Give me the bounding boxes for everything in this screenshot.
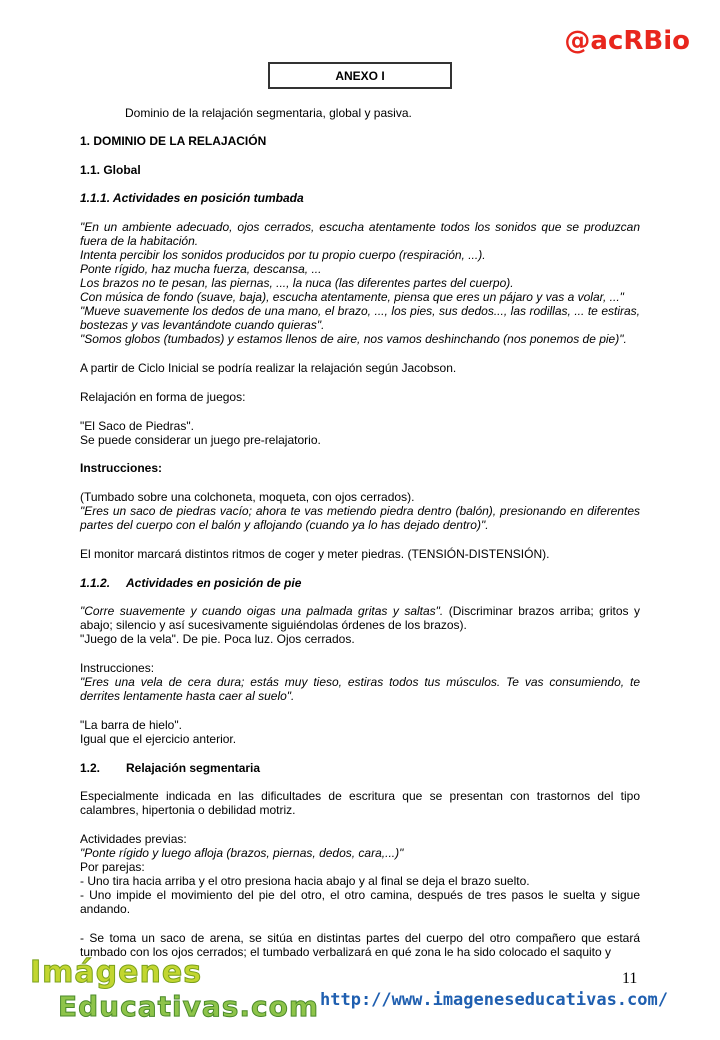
pareja-item-1: - Uno tira hacia arriba y el otro presiona hacia abajo y al final se deja el brazo suelto.: [80, 874, 530, 888]
pareja-item-2: - Uno impide el movimiento del pie del otro, el otro camina, después de tres pasos le suelta y sigue andando.: [80, 888, 640, 916]
instr-tumbado: (Tumbado sobre una colchoneta, moqueta, con ojos cerrados).: [80, 490, 415, 504]
saco-title: "El Saco de Piedras".: [80, 419, 194, 433]
previas-quote: "Ponte rígido y luego afloja (brazos, piernas, dedos, cara,...)": [80, 846, 404, 860]
section-1-2-number: 1.2.: [80, 761, 101, 775]
intro-text: Dominio de la relajación segmentaria, global y pasiva.: [125, 106, 412, 120]
juegos-text: Relajación en forma de juegos:: [80, 390, 246, 404]
section-1-1-1-heading: 1.1.1. Actividades en posición tumbada: [80, 191, 304, 205]
quote-brazos: Los brazos no te pesan, las piernas, ..., la nuca (las diferentes partes del cuerpo).: [80, 276, 514, 290]
section-1-2-title: Relajación segmentaria: [126, 761, 261, 775]
quote-mueve: "Mueve suavemente los dedos de una mano, el brazo, ..., los pies, sus dedos..., las rodillas, ... te estiras, bostezas y vas levantándote cuando quieras".: [80, 304, 640, 332]
corre-paragraph: [80, 604, 640, 632]
corre-explanation: (Discriminar brazos arriba; gritos y abajo; silencio y así sucesivamente siguiéndolas órdenes de los brazos).: [80, 604, 640, 632]
previas-label: Actividades previas:: [80, 832, 187, 846]
segmentaria-paragraph: Especialmente indicada en las dificultades de escritura que se presentan con trastornos del tipo calambres, hipertonia o debilidad motriz.: [80, 789, 640, 817]
quote-globos: "Somos globos (tumbados) y estamos llenos de aire, nos vamos deshinchando (nos ponemos de pie)".: [80, 332, 627, 346]
vela-text: "Juego de la vela". De pie. Poca luz. Ojos cerrados.: [80, 632, 355, 646]
brand-logo: @acRBio: [564, 26, 690, 56]
section-1-1-2-number: 1.1.2.: [80, 576, 111, 590]
barra-desc: Igual que el ejercicio anterior.: [80, 732, 237, 746]
section-1-1-heading: 1.1. Global: [80, 163, 141, 177]
vela-instr-label: Instrucciones:: [80, 661, 155, 675]
quote-sonidos: Intenta percibir los sonidos producidos por tu propio cuerpo (respiración, ...).: [80, 248, 486, 262]
instrucciones-heading: Instrucciones:: [80, 461, 163, 475]
quote-ambiente: "En un ambiente adecuado, ojos cerrados, escucha atentamente todos los sonidos que se produzcan fuera de la habitación.: [80, 220, 640, 248]
saco-desc: Se puede considerar un juego pre-relajatorio.: [80, 433, 321, 447]
anexo-title: ANEXO I: [335, 69, 385, 83]
parejas-label: Por parejas:: [80, 860, 145, 874]
quote-musica: Con música de fondo (suave, baja), escucha atentamente, piensa que eres un pájaro y vas a volar, ...": [80, 290, 624, 304]
watermark-url[interactable]: http://www.imageneseducativas.com/: [320, 990, 668, 1010]
section-1-1-2-title: Actividades en posición de pie: [126, 576, 302, 590]
vela-instr-quote: "Eres una vela de cera dura; estás muy tieso, estiras todos tus músculos. Te vas consumiendo, te derrites lentamente hasta caer al suelo".: [80, 675, 640, 703]
page-number: 11: [622, 970, 638, 987]
quote-rigido: Ponte rígido, haz mucha fuerza, descansa, ...: [80, 262, 322, 276]
section-1-heading: 1. DOMINIO DE LA RELAJACIÓN: [80, 134, 267, 148]
anexo-title-box: [268, 62, 452, 89]
watermark-educativas: Educativas.com: [58, 990, 320, 1023]
monitor-text: El monitor marcará distintos ritmos de coger y meter piedras. (TENSIÓN-DISTENSIÓN).: [80, 547, 550, 561]
corre-quote: "Corre suavemente y cuando oigas una palmada gritas y saltas".: [80, 604, 444, 618]
barra-title: "La barra de hielo".: [80, 718, 182, 732]
watermark-imagenes: Imágenes: [30, 955, 203, 990]
ciclo-text: A partir de Ciclo Inicial se podría realizar la relajación según Jacobson.: [80, 361, 457, 375]
saco-arena-paragraph: - Se toma un saco de arena, se sitúa en distintas partes del cuerpo del otro compañero que estará tumbado con los ojos cerrados; el tumbado verbalizará en qué zona le ha sido colocado el saquito y: [80, 931, 640, 959]
instr-saco-quote: "Eres un saco de piedras vacío; ahora te vas metiendo piedra dentro (balón), presionando en diferentes partes del cuerpo con el balón y aflojando (cuando ya lo has dejado dentro)".: [80, 504, 640, 532]
